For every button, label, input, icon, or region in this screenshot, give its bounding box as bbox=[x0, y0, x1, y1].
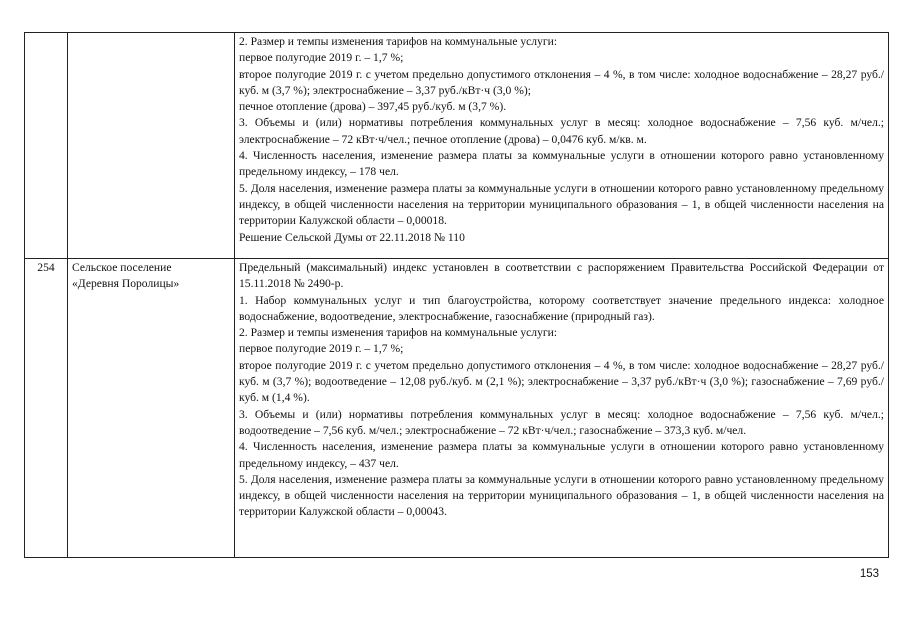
settlement-name bbox=[68, 259, 235, 558]
paragraph: Предельный (максимальный) индекс установлен в соответствии с распоряжением Правительства Российской Федерации от 15.11.2018 № 2490-р. bbox=[239, 261, 884, 291]
paragraph: 2. Размер и темпы изменения тарифов на коммунальные услуги: bbox=[239, 35, 558, 48]
paragraph: второе полугодие 2019 г. с учетом предельно допустимого отклонения – 4 %, в том числе: холодное водоснабжение – 28,27 руб./куб. м (3,7 %); водоотведение – 12,08 руб./куб. м (2,1 %); электроснабжение – 3,37 руб./кВт·ч (3,0 %); газоснабжение – 7,69 руб./куб. м (1,4 %). bbox=[239, 358, 884, 405]
row-number: 254 bbox=[25, 259, 68, 558]
page-number: 153 bbox=[859, 568, 879, 580]
paragraph: 3. Объемы и (или) нормативы потребления коммунальных услуг в месяц: холодное водоснабжение – 7,56 куб. м/чел.; водоотведение – 7,56 куб. м/чел.; электроснабжение – 72 кВт·ч/чел.; газоснабжение – 373,3 куб. м/чел. bbox=[239, 407, 884, 437]
settlement-name-line: Сельское поселение bbox=[72, 261, 172, 274]
paragraph: первое полугодие 2019 г. – 1,7 %; bbox=[239, 51, 404, 65]
paragraph: 5. Доля населения, изменение размера платы за коммунальные услуги в отношении которого равно установленному предельному индексу, в общей численности населения на территории муниципального образования – 1, в общей численности населения на территории Калужской области – 0,00043. bbox=[239, 472, 884, 519]
paragraph: печное отопление (дрова) – 397,45 руб./куб. м (3,7 %). bbox=[239, 100, 507, 114]
paragraph: 4. Численность населения, изменение размера платы за коммунальные услуги в отношении которого равно установленному предельному индексу, – 437 чел. bbox=[239, 440, 884, 470]
row-number bbox=[25, 33, 68, 259]
table-row bbox=[25, 259, 889, 558]
paragraph: 3. Объемы и (или) нормативы потребления коммунальных услуг в месяц: холодное водоснабжение – 7,56 куб. м/чел.; электроснабжение – 72 кВт·ч/чел.; печное отопление (дрова) – 0,0476 куб. м/кв. м. bbox=[239, 116, 884, 146]
paragraph: второе полугодие 2019 г. с учетом предельно допустимого отклонения – 4 %, в том числе: холодное водоснабжение – 28,27 руб./куб. м (3,7 %); электроснабжение – 3,37 руб./кВт·ч (3,0 %); bbox=[239, 67, 884, 97]
paragraph: 1. Набор коммунальных услуг и тип благоустройства, которому соответствует значение предельного индекса: холодное водоснабжение, водоотведение, электроснабжение, газоснабжение (природный газ). bbox=[239, 293, 884, 323]
paragraph: 4. Численность населения, изменение размера платы за коммунальные услуги в отношении которого равно установленному предельному индексу, – 178 чел. bbox=[239, 149, 884, 179]
document-table bbox=[24, 32, 889, 558]
row-text bbox=[235, 33, 889, 259]
settlement-name bbox=[68, 33, 235, 259]
row-text bbox=[235, 259, 889, 558]
settlement-name-line: «Деревня Поролицы» bbox=[72, 277, 180, 291]
paragraph: 2. Размер и темпы изменения тарифов на коммунальные услуги: bbox=[239, 326, 558, 340]
paragraph: Решение Сельской Думы от 22.11.2018 № 110 bbox=[239, 230, 465, 244]
paragraph: 5. Доля населения, изменение размера платы за коммунальные услуги в отношении которого равно установленному предельному индексу, в общей численности населения на территории муниципального образования – 1, в общей численности населения на территории Калужской области – 0,00018. bbox=[239, 181, 884, 228]
paragraph: первое полугодие 2019 г. – 1,7 %; bbox=[239, 342, 404, 356]
table-row bbox=[25, 33, 889, 259]
